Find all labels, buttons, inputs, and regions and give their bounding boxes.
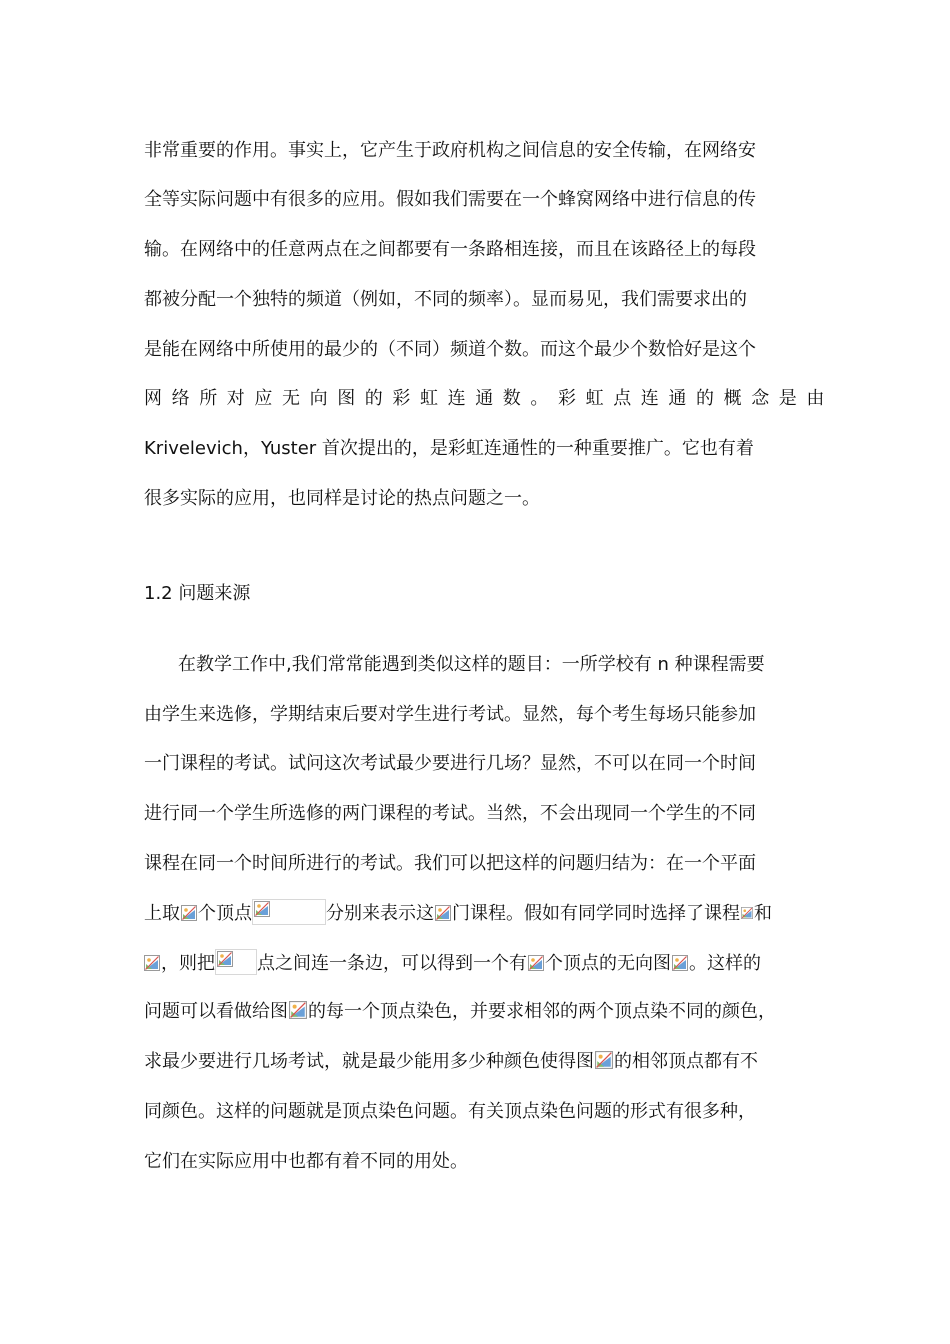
text-segment: 求最少要进行几场考试，就是最少能用多少种颜色使得图 — [144, 1051, 594, 1072]
text-line — [144, 1048, 758, 1076]
broken-image-icon — [254, 901, 270, 917]
text-line: 课程在同一个时间所进行的考试。我们可以把这样的问题归结为：在一个平面 — [144, 853, 756, 874]
broken-image-icon — [595, 1051, 613, 1069]
text-line: 很多实际的应用，也同样是讨论的热点问题之一。 — [144, 488, 540, 509]
formula-image-placeholder — [252, 899, 326, 925]
text-segment: 和 — [754, 903, 772, 924]
text-segment: ，则把 — [161, 953, 215, 974]
text-line: 同颜色。这样的问题就是顶点染色问题。有关顶点染色问题的形式有很多种， — [144, 1101, 756, 1122]
text-line — [144, 998, 776, 1026]
text-segment: 个顶点的无向图 — [545, 953, 671, 974]
broken-image-icon — [217, 951, 233, 967]
broken-image-icon — [181, 905, 197, 921]
text-segment: 上取 — [144, 903, 180, 924]
text-segment: 点之间连一条边，可以得到一个有 — [257, 953, 527, 974]
text-line: Krivelevich，Yuster 首次提出的，是彩虹连通性的一种重要推广。它也有着 — [144, 438, 754, 459]
text-line — [144, 949, 761, 977]
text-line: 都被分配一个独特的频道（例如，不同的频率）。显而易见，我们需要求出的 — [144, 289, 747, 310]
text-line — [144, 899, 772, 927]
text-line: 它们在实际应用中也都有着不同的用处。 — [144, 1151, 468, 1172]
text-line: 非常重要的作用。事实上，它产生于政府机构之间信息的安全传输，在网络安 — [144, 140, 756, 161]
text-line: 输。在网络中的任意两点在之间都要有一条路相连接，而且在该路径上的每段 — [144, 239, 756, 260]
broken-image-icon — [741, 905, 753, 921]
text-segment: 的每一个顶点染色，并要求相邻的两个顶点染不同的颜色， — [308, 1001, 776, 1022]
text-line: 是能在网络中所使用的最少的（不同）频道个数。而这个最少个数恰好是这个 — [144, 339, 756, 360]
broken-image-icon — [672, 955, 688, 971]
text-line: 一门课程的考试。试问这次考试最少要进行几场？显然，不可以在同一个时间 — [144, 753, 756, 774]
text-segment: 的相邻顶点都有不 — [614, 1051, 758, 1072]
text-segment: 问题可以看做给图 — [144, 1001, 288, 1022]
text-line: 进行同一个学生所选修的两门课程的考试。当然，不会出现同一个学生的不同 — [144, 803, 756, 824]
text-line: 网络所对应无向图的彩虹连通数。彩虹点连通的概念是由 — [144, 388, 834, 409]
broken-image-icon — [289, 1001, 307, 1019]
broken-image-icon — [528, 955, 544, 971]
text-segment: 分别来表示这 — [326, 903, 434, 924]
text-line: 在教学工作中,我们常常能遇到类似这样的题目：一所学校有 n 种课程需要 — [178, 654, 765, 675]
text-segment: 门课程。假如有同学同时选择了课程 — [452, 903, 740, 924]
broken-image-icon — [435, 905, 451, 921]
text-line: 全等实际问题中有很多的应用。假如我们需要在一个蜂窝网络中进行信息的传 — [144, 189, 756, 210]
section-heading: 1.2 问题来源 — [144, 583, 251, 604]
text-segment: 个顶点 — [198, 903, 252, 924]
formula-image-placeholder — [215, 949, 257, 975]
text-line: 由学生来选修，学期结束后要对学生进行考试。显然，每个考生每场只能参加 — [144, 704, 756, 725]
broken-image-icon — [144, 955, 160, 971]
text-segment: 。这样的 — [689, 953, 761, 974]
